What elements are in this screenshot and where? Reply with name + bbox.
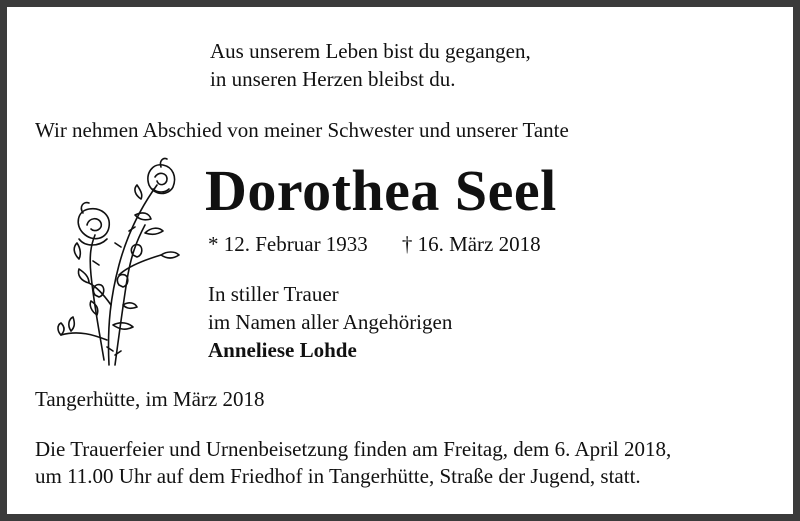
verse-line-2: in unseren Herzen bleibst du. — [210, 67, 456, 91]
signer-name: Anneliese Lohde — [208, 338, 357, 362]
mourning-line-2: im Namen aller Angehörigen — [208, 310, 453, 334]
farewell-intro: Wir nehmen Abschied von meiner Schwester und unserer Tante — [35, 118, 569, 142]
place-date: Tangerhütte, im März 2018 — [35, 387, 265, 411]
rose-illustration-icon — [49, 155, 184, 370]
birth-date: * 12. Februar 1933 — [208, 232, 368, 256]
deceased-name: Dorothea Seel — [205, 158, 557, 223]
life-dates — [208, 231, 541, 257]
death-date: † 16. März 2018 — [401, 232, 541, 256]
verse-line-1: Aus unserem Leben bist du gegangen, — [210, 39, 531, 63]
mourning-line-1: In stiller Trauer — [208, 282, 339, 306]
funeral-info-line-2: um 11.00 Uhr auf dem Friedhof in Tangerhütte, Straße der Jugend, statt. — [35, 464, 641, 488]
funeral-info-line-1: Die Trauerfeier und Urnenbeisetzung finden am Freitag, dem 6. April 2018, — [35, 437, 672, 461]
